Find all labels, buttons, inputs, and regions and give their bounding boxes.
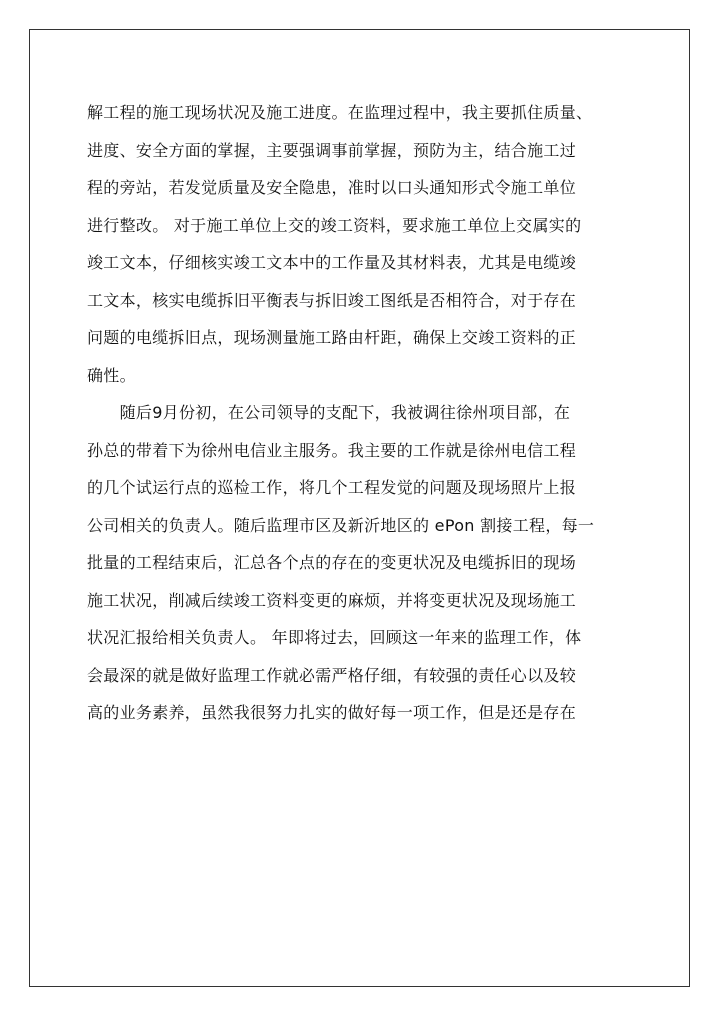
text-line: 的几个试运行点的巡检工作，将几个工程发觉的问题及现场照片上报	[87, 478, 577, 497]
text-line: 进行整改。 对于施工单位上交的竣工资料，要求施工单位上交属实的	[87, 215, 582, 235]
paragraph-2	[87, 394, 635, 732]
text-line: 竣工文本，仔细核实竣工文本中的工作量及其材料表，尤其是电缆竣	[87, 253, 577, 272]
text-line: 公司相关的负责人。随后监理市区及新沂地区的 ePon 割接工程，每一	[87, 515, 595, 535]
text-line: 随后9月份初，在公司领导的支配下，我被调往徐州项目部，在	[87, 403, 571, 422]
text-line: 孙总的带着下为徐州电信业主服务。我主要的工作就是徐州电信工程	[87, 440, 577, 460]
text-line: 批量的工程结束后，汇总各个点的存在的变更状况及电缆拆旧的现场	[87, 553, 577, 572]
text-line: 确性。	[87, 365, 136, 385]
paragraph-1	[87, 94, 635, 394]
text-line: 解工程的施工现场状况及施工进度。在监理过程中，我主要抓住质量、	[87, 103, 593, 122]
text-line: 状况汇报给相关负责人。 年即将过去，回顾这一年来的监理工作，体	[87, 628, 582, 647]
document-body	[87, 94, 635, 732]
text-line: 施工状况，削减后续竣工资料变更的麻烦，并将变更状况及现场施工	[87, 590, 577, 610]
text-line: 工文本，核实电缆拆旧平衡表与拆旧竣工图纸是否相符合，对于存在	[87, 290, 577, 310]
text-line: 高的业务素养，虽然我很努力扎实的做好每一项工作，但是还是存在	[87, 703, 577, 722]
text-line: 进度、安全方面的掌握，主要强调事前掌握，预防为主，结合施工过	[87, 140, 577, 160]
text-line: 程的旁站，若发觉质量及安全隐患，准时以口头通知形式令施工单位	[87, 178, 577, 197]
text-line: 问题的电缆拆旧点，现场测量施工路由杆距，确保上交竣工资料的正	[87, 328, 577, 347]
text-line: 会最深的就是做好监理工作就必需严格仔细，有较强的责任心以及较	[87, 665, 577, 685]
